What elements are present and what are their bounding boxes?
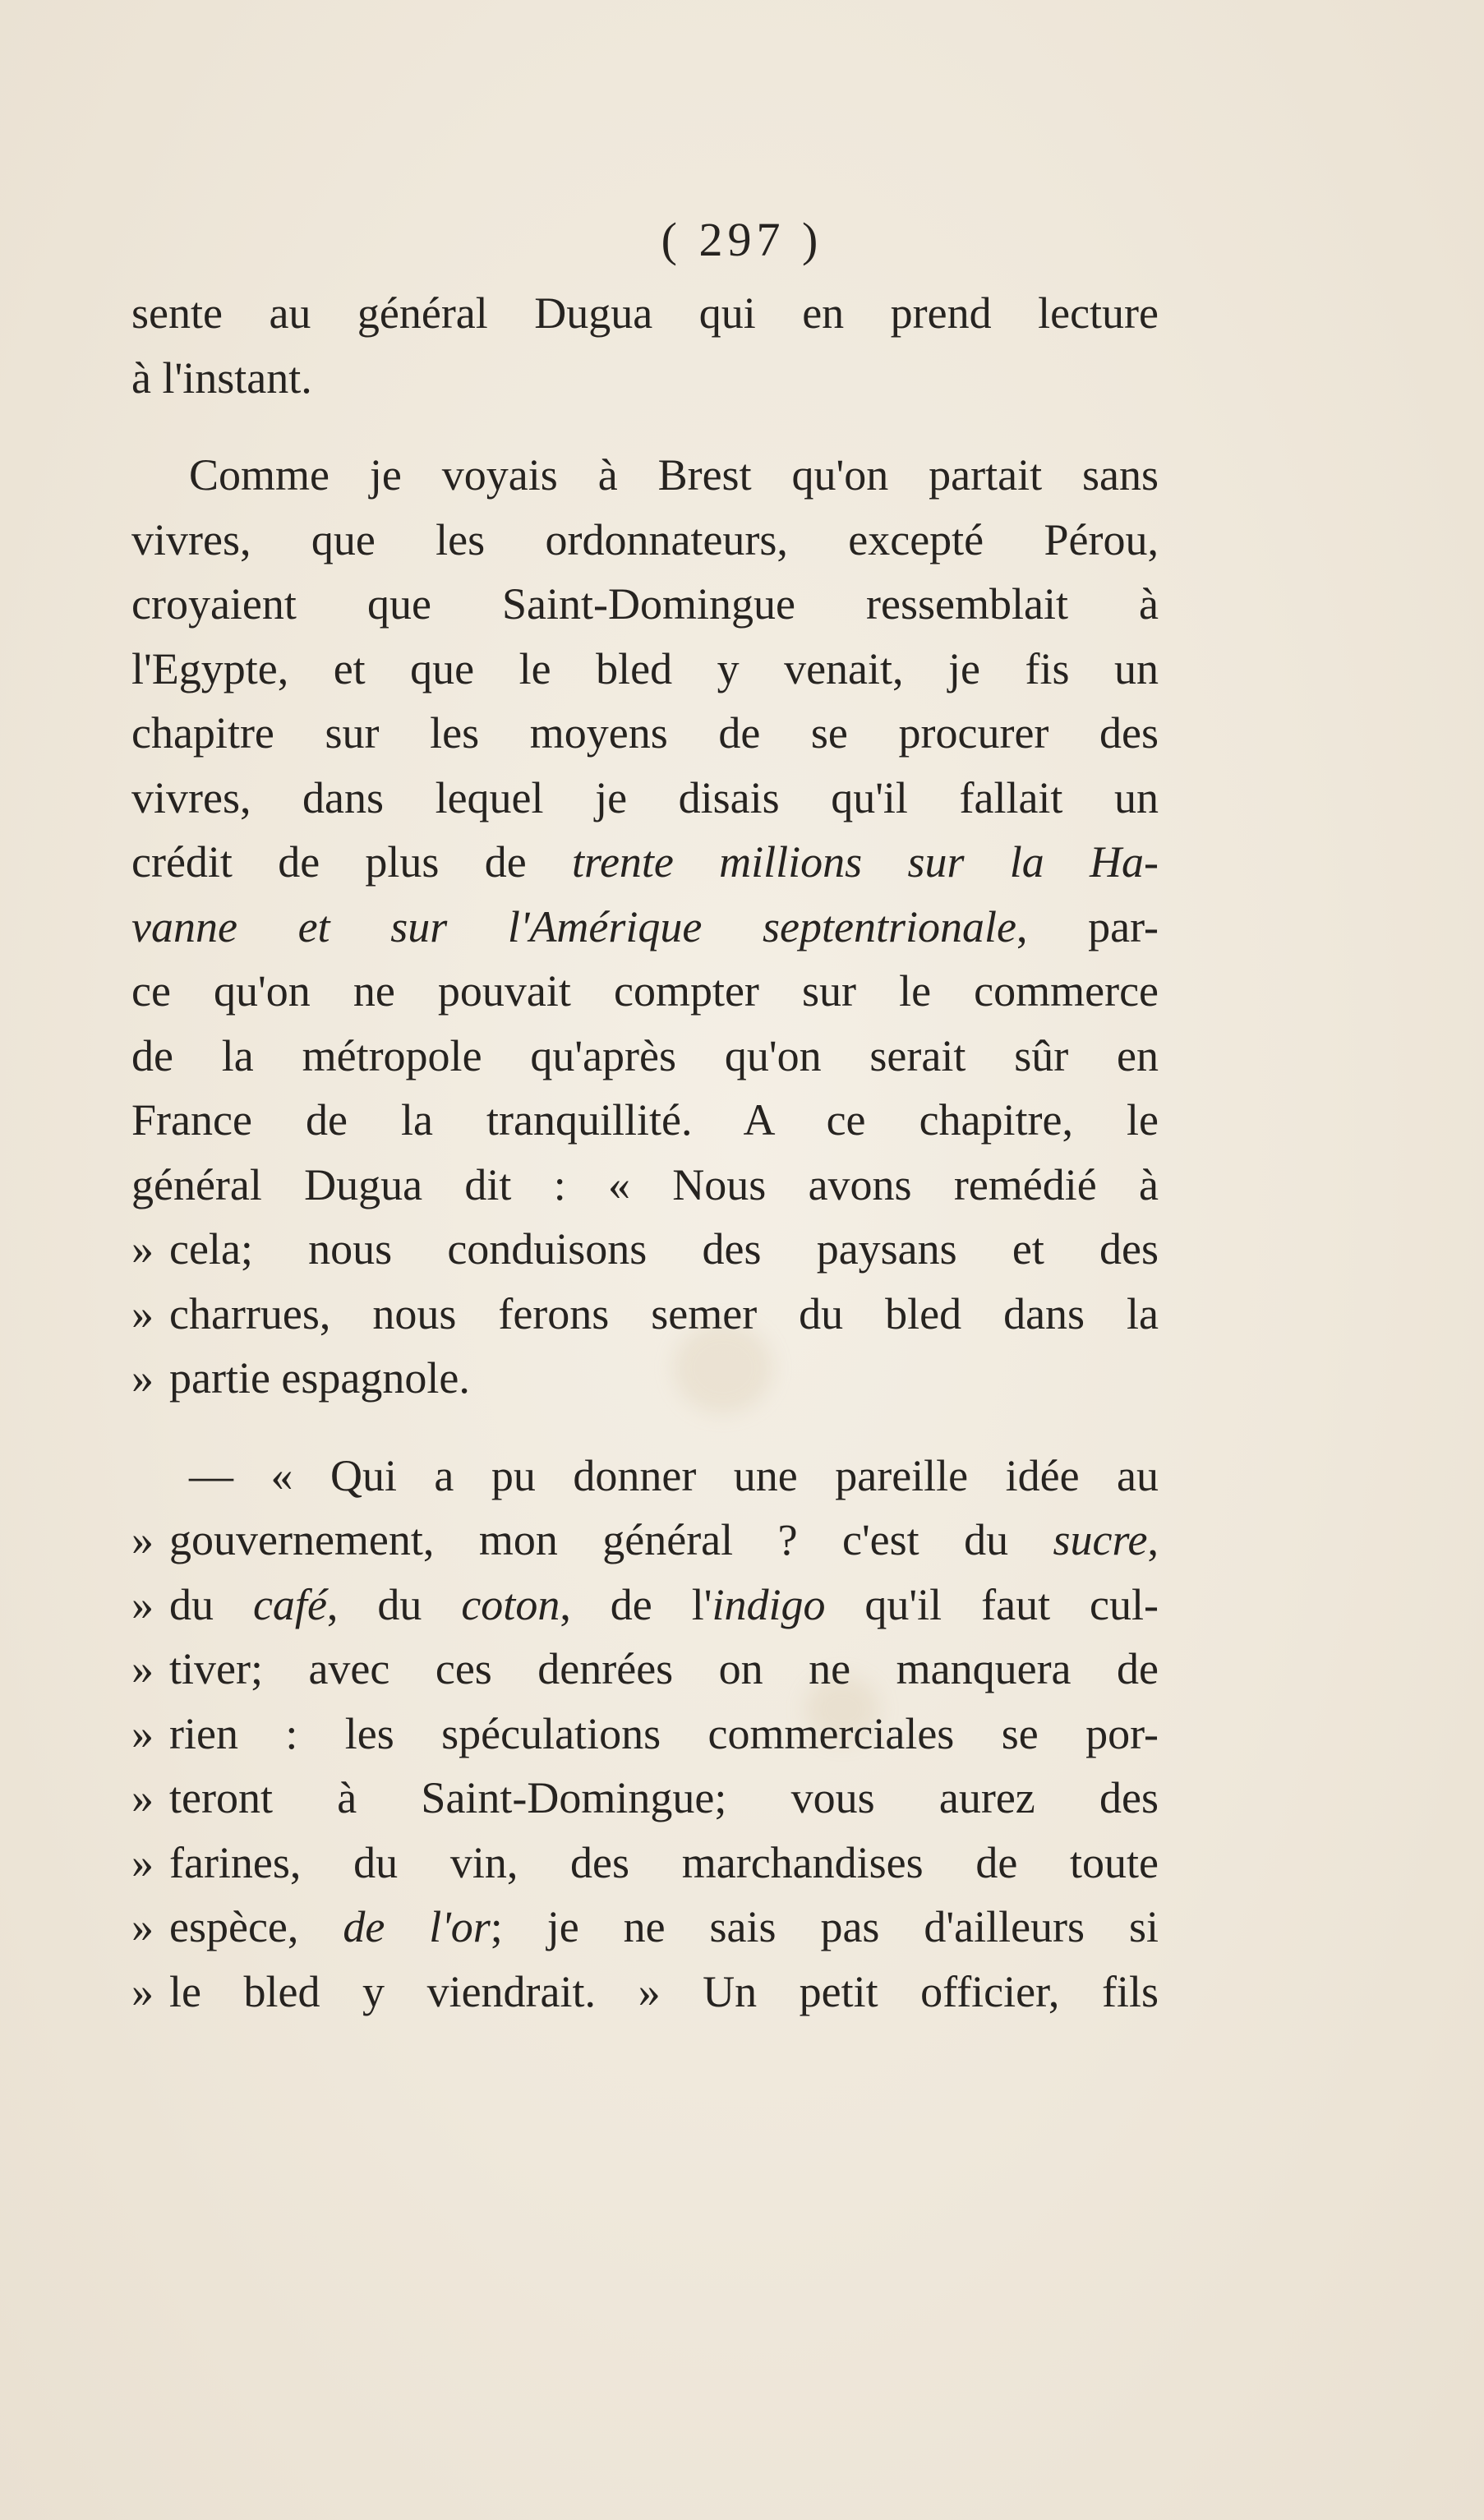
text-segment: partie espagnole.	[169, 1353, 470, 1403]
italic-segment: trente millions sur la Ha-	[571, 837, 1159, 887]
text-line	[131, 1702, 1159, 1767]
italic-segment: vanne et sur l'Amérique septentrionale	[131, 901, 1016, 951]
page-body	[131, 281, 1159, 2024]
text-line: — « Qui a pu donner une pareille idée au	[189, 1450, 1159, 1500]
quote-mark: »	[131, 1708, 154, 1758]
quote-mark: »	[131, 1515, 154, 1564]
text-line: croyaient que Saint-Domingue ressemblait à	[131, 579, 1159, 629]
text-segment: ; je ne sais pas d'ailleurs si	[490, 1902, 1159, 1951]
text-segment: , du	[326, 1579, 462, 1629]
italic-segment: coton	[461, 1579, 560, 1629]
italic-segment: de l'or	[343, 1902, 491, 1951]
text-line: chapitre sur les moyens de se procurer des	[131, 708, 1159, 758]
text-line: à l'instant.	[131, 352, 312, 403]
text-line	[131, 1960, 1159, 2025]
quote-mark: »	[131, 1579, 154, 1629]
text-line	[131, 830, 1159, 895]
italic-segment: café	[252, 1579, 327, 1629]
text-line: vivres, que les ordonnateurs, excepté Pérou,	[131, 514, 1159, 564]
paragraph-gap	[131, 1411, 1159, 1444]
text-segment: farines, du vin, des marchandises de toute	[169, 1837, 1159, 1887]
text-line: vivres, dans lequel je disais qu'il fallait un	[131, 772, 1159, 822]
quote-mark: »	[131, 1644, 154, 1693]
page-number: ( 297 )	[661, 213, 823, 266]
text-segment: qu'il faut cul-	[825, 1579, 1159, 1629]
quote-mark: »	[131, 1902, 154, 1951]
quote-mark: »	[131, 1288, 154, 1338]
text-line	[131, 1508, 1159, 1573]
text-line: général Dugua dit : « Nous avons remédié à	[131, 1159, 1159, 1209]
quote-mark: »	[131, 1837, 154, 1887]
text-line	[131, 895, 1159, 960]
text-line: ce qu'on ne pouvait compter sur le commerce	[131, 966, 1159, 1016]
text-segment: espèce,	[169, 1902, 343, 1951]
text-line	[131, 1217, 1159, 1282]
text-segment: , de l'	[560, 1579, 712, 1629]
text-segment: charrues, nous ferons semer du bled dans la	[169, 1288, 1159, 1338]
text-segment: du	[169, 1579, 253, 1629]
text-segment: teront à Saint-Domingue; vous aurez des	[169, 1773, 1159, 1822]
text-line: sente au général Dugua qui en prend lecture	[131, 288, 1159, 338]
text-line	[131, 1346, 1159, 1411]
paragraph-gap	[131, 410, 1159, 443]
quote-mark: »	[131, 1966, 154, 2016]
text-segment: gouvernement, mon général ? c'est du	[169, 1515, 1053, 1564]
text-line	[131, 1766, 1159, 1831]
italic-segment: indigo	[712, 1579, 826, 1629]
text-segment: cela; nous conduisons des paysans et des	[169, 1224, 1159, 1274]
text-line	[131, 1831, 1159, 1896]
text-line: l'Egypte, et que le bled y venait, je fis un	[131, 643, 1159, 693]
text-line: France de la tranquillité. A ce chapitre, le	[131, 1095, 1159, 1145]
text-line	[131, 1282, 1159, 1347]
text-line	[131, 1895, 1159, 1960]
quote-mark: »	[131, 1773, 154, 1822]
text-segment: , par-	[1016, 901, 1159, 951]
italic-segment: sucre	[1053, 1515, 1148, 1564]
text-segment: le bled y viendrait. » Un petit officier, fils	[169, 1966, 1159, 2016]
text-line	[131, 1573, 1159, 1638]
text-segment: tiver; avec ces denrées on ne manquera de	[169, 1644, 1159, 1693]
quote-mark: »	[131, 1224, 154, 1274]
text-line	[131, 1637, 1159, 1702]
text-line: Comme je voyais à Brest qu'on partait sans	[189, 450, 1159, 500]
text-segment: ,	[1147, 1515, 1159, 1564]
text-segment: rien : les spéculations commerciales se por-	[169, 1708, 1159, 1758]
text-segment: crédit de plus de	[131, 837, 572, 887]
text-line: de la métropole qu'après qu'on serait sûr en	[131, 1030, 1159, 1080]
quote-mark: »	[131, 1353, 154, 1403]
